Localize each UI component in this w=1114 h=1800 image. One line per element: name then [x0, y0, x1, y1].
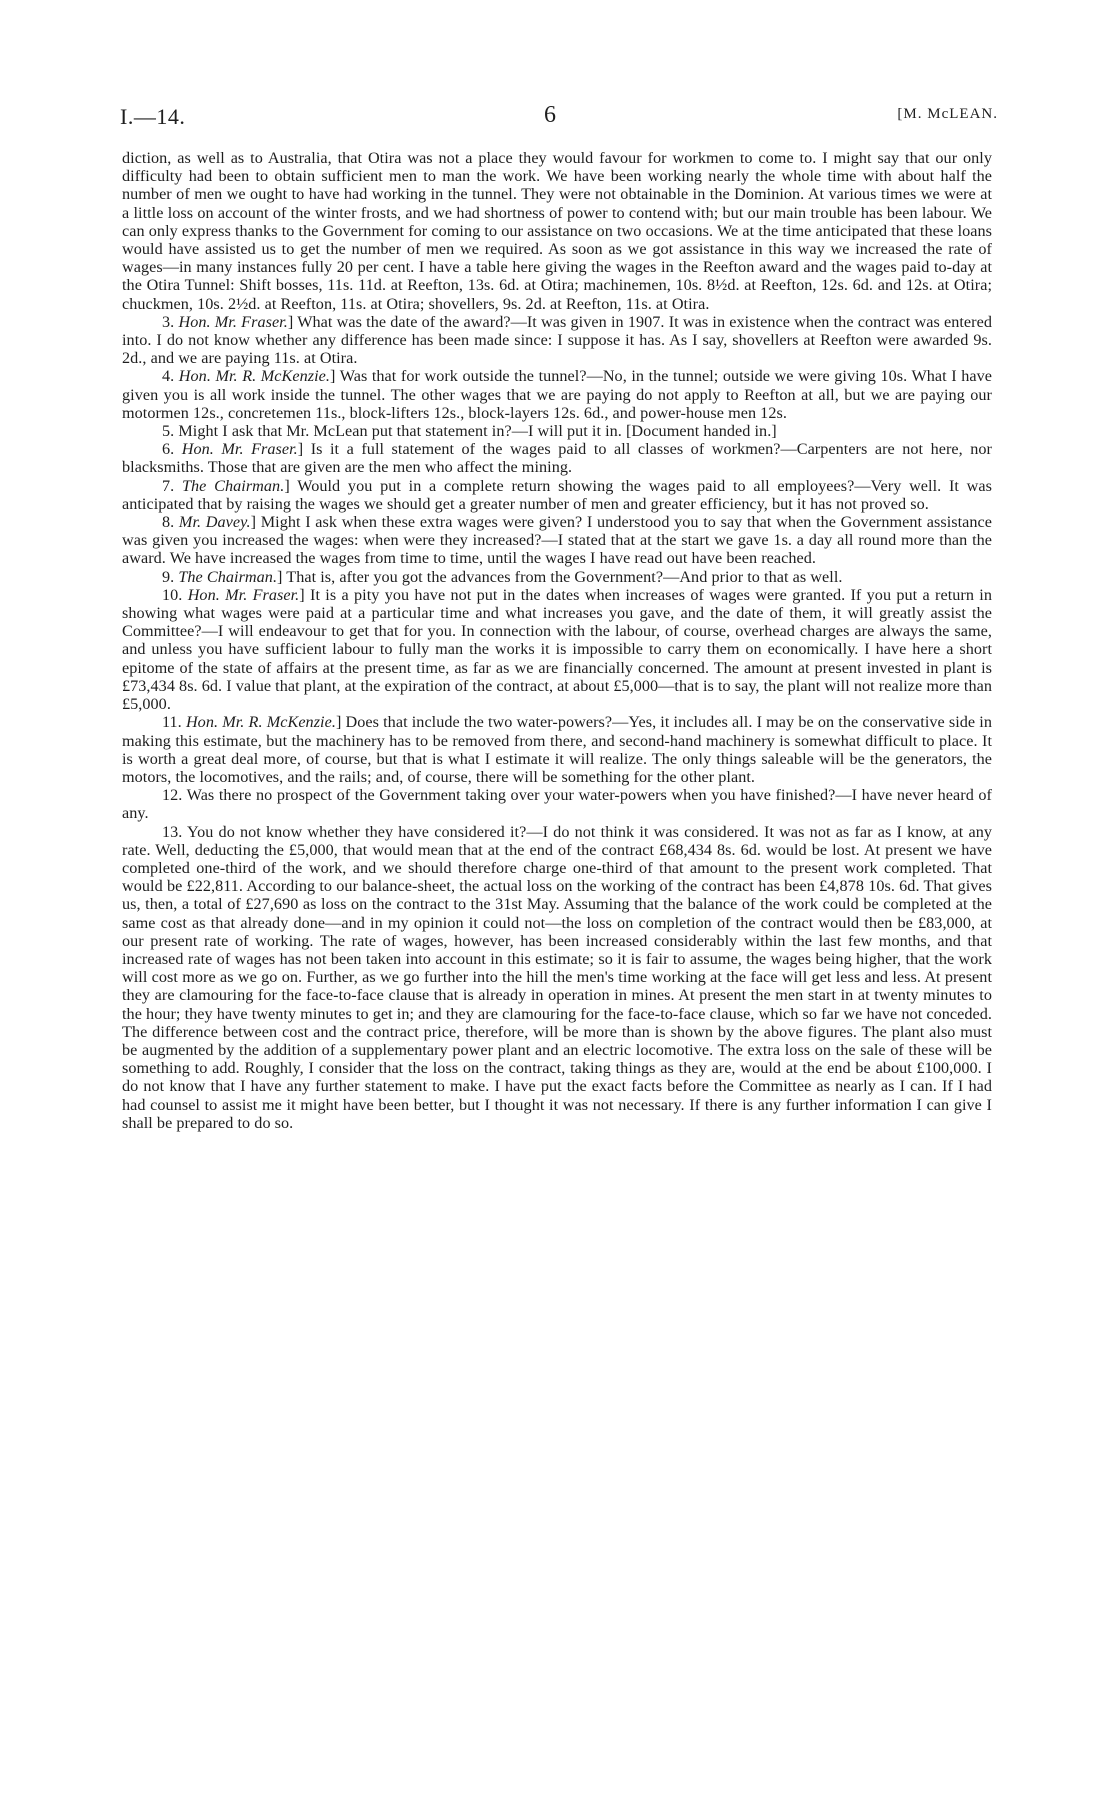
witness-name: [M. McLEAN. — [897, 106, 998, 122]
question-number: 12. — [162, 786, 183, 805]
question-number: 4. — [162, 367, 175, 386]
continued-paragraph — [122, 149, 992, 313]
question-text: Was there no prospect of the Government taking over your water-powers when you have finished?—I have never heard of any. — [122, 786, 992, 823]
question-number: 11. — [162, 713, 182, 732]
question-number: 3. — [162, 312, 175, 331]
question-number: 13. — [162, 822, 183, 841]
question-text: Is it a full statement of the wages paid to all classes of workmen?—Carpenters are not here, nor blacksmiths. Those that are given are the men who affect the mining. — [122, 440, 992, 477]
question-text: Would you put in a complete return showing the wages paid to all employees?—Very well. It was anticipated that by raising the wages we should get a greater number of men and greater efficiency, but it has not proved so. — [122, 476, 993, 513]
paragraph-text: diction, as well as to Australia, that Otira was not a place they would favour for workmen to come to. I might say that our only difficulty had been to obtain sufficient men to man the work. We have been working nearly the whole time with about half the number of men we ought to have had working in the tunnel. They were not obtainable in the Dominion. At various times we were at a little loss on account of the winter frosts, and we had shortness of power to contend with; but our main trouble has been labour. We can only express thanks to the Government for coming to our assistance on two occasions. We at the time anticipated that these loans would have assisted us to get the number of men we required. As soon as we got assistance in this way we increased the rate of wages—in many instances fully 20 per cent. I have a table here giving the wages in the Reefton award and the wages paid to-day at the Otira Tunnel: Shift bosses, 11s. 11d. at Reefton, 13s. 6d. at Otira; machinemen, 10s. 8½d. at Reefton, 12s. 6d. and 12s. at Otira; chuckmen, 10s. 2½d. at Reefton, 11s. at Otira; shovellers, 9s. 2d. at Reefton, 11s. at Otira. — [122, 149, 992, 313]
question-3: 3. Hon. Mr. Fraser.] What was the date of the award?—It was given in 1907. It was in existence when the contract was entered into. I do not know whether any difference has been made since: I suppose it has. As I say, shovellers at Reefton were awarded 9s. 2d., and we are paying 11s. at Otira. — [122, 312, 992, 368]
question-7: 7. The Chairman.] Would you put in a complete return showing the wages paid to all employees?—Very well. It was anticipated that by raising the wages we should get a greater number of men and greater efficiency, but it has not proved so. — [122, 476, 993, 513]
speaker-name: Hon. Mr. R. McKenzie. — [185, 713, 336, 732]
question-6: 6. Hon. Mr. Fraser.] Is it a full statement of the wages paid to all classes of workmen?—Carpenters are not here, nor blacksmiths. Those that are given are the men who affect the mining. — [122, 440, 992, 477]
question-number: 9. — [162, 567, 175, 586]
speaker-name: Hon. Mr. R. McKenzie. — [178, 367, 330, 386]
question-text: What was the date of the award?—It was given in 1907. It was in existence when the contract was entered into. I do not know whether any difference has been made since: I suppose it has. As I say, shovellers at Reefton were awarded 9s. 2d., and we are paying 11s. at Otira. — [122, 312, 992, 368]
document-page — [120, 100, 998, 1132]
question-text: It is a pity you have not put in the dates when increases of wages were granted. If you put a return in showing what wages were paid at a particular time and what increases you gave, and the date of them, it will greatly assist the Committee?—I will endeavour to get that for you. In connection with the labour, of course, overhead charges are always the same, and unless you have sufficient labour to fully man the works it is impossible to carry them on economically. I have here a short epitome of the state of affairs at the present time, as far as we are financially concerned. The amount at present invested in plant is £73,434 8s. 6d. I value that plant, at the expiration of the contract, at about £5,000—that is to say, the plant will not realize more than £5,000. — [122, 585, 992, 714]
question-number: 10. — [162, 585, 183, 604]
speaker-name: The Chairman. — [178, 567, 278, 586]
page-number: 6 — [544, 102, 556, 128]
question-9: 9. The Chairman.] That is, after you got the advances from the Government?—And prior to that as well. — [162, 567, 843, 586]
question-number: 7. — [162, 476, 175, 495]
question-text: Does that include the two water-powers?—Yes, it includes all. I may be on the conservative side in making this estimate, but the machinery has to be removed from there, and second-hand machinery is somewhat difficult to place. It is worth a great deal more, of course, but that is what I estimate it will realize. The only things saleable will be the generators, the motors, the locomotives, and the rails; and, of course, there will be something for the other plant. — [122, 713, 992, 786]
question-number: 8. — [162, 513, 175, 532]
speaker-name: The Chairman. — [181, 476, 285, 495]
question-number: 5. — [162, 422, 175, 441]
question-text: Might I ask that Mr. McLean put that statement in?—I will put it in. [Document handed in.] — [178, 422, 777, 441]
paper-reference: I.—14. — [120, 104, 186, 129]
question-12 — [122, 786, 992, 822]
speaker-name: Hon. Mr. Fraser. — [187, 585, 300, 604]
question-text: Might I ask when these extra wages were given? I understood you to say that when the Government assistance was given you increased the wages: when were they increased?—I stated that at the start we gave 1s. a day all round more than the award. We have increased the wages from time to time, until the wages I have read out have been reached. — [122, 513, 992, 568]
question-11: 11. Hon. Mr. R. McKenzie.] Does that include the two water-powers?—Yes, it includes all. I may be on the conservative side in making this estimate, but the machinery has to be removed from there, and second-hand machinery is somewhat difficult to place. It is worth a great deal more, of course, but that is what I estimate it will realize. The only things saleable will be the generators, the motors, the locomotives, and the rails; and, of course, there will be something for the other plant. — [122, 713, 992, 786]
speaker-name: Hon. Mr. Fraser. — [181, 440, 298, 459]
question-text: Was that for work outside the tunnel?—No, in the tunnel; outside we were giving 10s. What I have given you is all work inside the tunnel. The other wages that we are paying do not apply to Reefton at all, but we are paying our motormen 12s., concretemen 11s., block-lifters 12s., block-layers 12s. 6d., and power-house men 12s. — [122, 367, 992, 422]
speaker-name: Mr. Davey. — [178, 513, 251, 532]
question-4: 4. Hon. Mr. R. McKenzie.] Was that for work outside the tunnel?—No, in the tunnel; outside we were giving 10s. What I have given you is all work inside the tunnel. The other wages that we are paying do not apply to Reefton at all, but we are paying our motormen 12s., concretemen 11s., block-lifters 12s., block-layers 12s. 6d., and power-house men 12s. — [122, 367, 992, 422]
question-13 — [122, 823, 992, 1132]
running-header — [120, 100, 998, 134]
question-10: 10. Hon. Mr. Fraser.] It is a pity you have not put in the dates when increases of wages were granted. If you put a return in showing what wages were paid at a particular time and what increases you gave, and the date of them, it will greatly assist the Committee?—I will endeavour to get that for you. In connection with the labour, of course, overhead charges are always the same, and unless you have sufficient labour to fully man the works it is impossible to carry them on economically. I have here a short epitome of the state of affairs at the present time, as far as we are financially concerned. The amount at present invested in plant is £73,434 8s. 6d. I value that plant, at the expiration of the contract, at about £5,000—that is to say, the plant will not realize more than £5,000. — [122, 585, 992, 714]
evidence-text — [122, 149, 992, 1132]
speaker-name: Hon. Mr. Fraser. — [178, 312, 288, 331]
question-number: 6. — [162, 440, 175, 459]
question-text: That is, after you got the advances from the Government?—And prior to that as well. — [286, 567, 843, 586]
question-8: 8. Mr. Davey.] Might I ask when these extra wages were given? I understood you to say that when the Government assistance was given you increased the wages: when were they increased?—I stated that at the start we gave 1s. a day all round more than the award. We have increased the wages from time to time, until the wages I have read out have been reached. — [122, 513, 992, 568]
question-text: You do not know whether they have considered it?—I do not think it was considered. It was not as far as I know, at any rate. Well, deducting the £5,000, that would mean that at the end of the contract £68,434 8s. 6d. would be lost. At present we have completed one-third of the work, and we should therefore charge one-third of that amount to the present work completed. That would be £22,811. According to our balance-sheet, the actual loss on the working of the contract has been £4,878 10s. 6d. That gives us, then, a total of £27,690 as loss on the contract to the 31st May. Assuming that the balance of the work could be completed at the same cost as that already done—and in my opinion it could not—the loss on completion of the contract would then be £83,000, at our present rate of working. The rate of wages, however, has been increased considerably within the last few months, and that increased rate of wages has not been taken into account in this estimate; so it is fair to assume, the wages being higher, that the work will cost more as we go on. Further, as we go further into the hill the men's time working at the face will get less and less. At present they are clamouring for the face-to-face clause that is already in operation in mines. At present the men start in at twenty minutes to the hour; they have twenty minutes to get in; and they are clamouring for the face-to-face clause, which so far we have not conceded. The difference between cost and the contract price, therefore, will be more than is shown by the above figures. The plant also must be augmented by the addition of a supplementary power plant and an electric locomotive. The extra loss on the sale of these will be something to add. Roughly, I consider that the loss on the contract, taking things as they are, would at the end be about £100,000. I do not know that I have any further statement to make. I have put the exact facts before the Committee as nearly as I can. If I had had counsel to assist me it might have been better, but I thought it was not necessary. If there is any further information I can give I shall be prepared to do so. — [122, 822, 992, 1132]
question-5 — [122, 422, 992, 440]
